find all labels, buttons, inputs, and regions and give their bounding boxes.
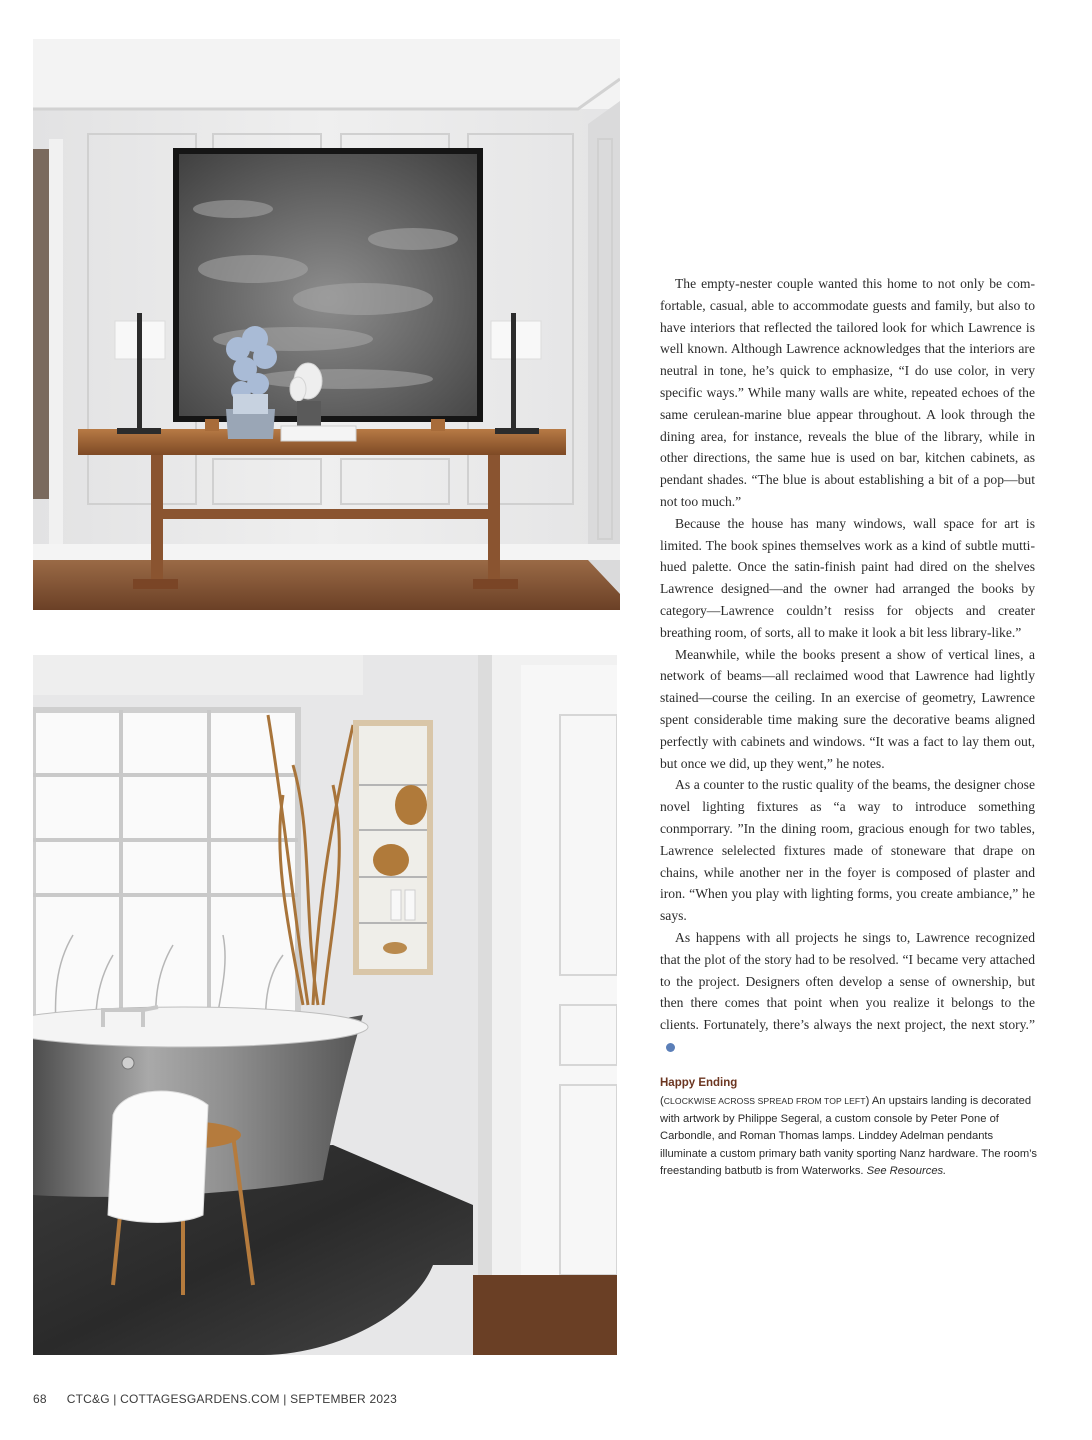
publication-line: CTC&G | COTTAGESGARDENS.COM | SEPTEMBER 2023 (66, 1392, 397, 1406)
landing-photo (33, 39, 620, 610)
article-paragraph-1: The empty-nester couple wanted this home to not only be comfortable, casual, able to accommodate guests and family, but also to have interiors that reflected the tailored look for which Lawrence is well known. Although Lawrence acknowledges that the interiors are neutral in tone, he’s quick to emphasize, “I do use color, in very specific ways.” While many walls are white, repeated echoes of the same cerulean-marine blue appear throughout. A look through the dining area, for instance, reveals the blue of the library, while in other directions, the same hue is used on bar, kitchen cabinets, as pendant shades. “The blue is about establishing a bit of a pop—but not too much.” (660, 276, 1035, 509)
bathroom-illustration (33, 655, 617, 1355)
photo-caption (660, 1076, 1040, 1181)
article-paragraph-2: Because the house has many windows, wall space for art is limited. The book spines themselves work as a kind of subtle mutti-hued palette. Once the satin-finish paint had dired on the shelves Lawrence designed—and the owner had arranged the books by category—Lawrence couldn’t resiss for objects and creater breathing room, of sorts, all to make it look a bit less library-like.” (660, 515, 1035, 640)
caption-title: Happy Ending (660, 1077, 738, 1089)
end-mark-icon (666, 1043, 675, 1052)
caption-credit: See Resources. (866, 1165, 947, 1178)
bathroom-photo (33, 655, 617, 1355)
caption-prefix: ( (660, 1095, 664, 1107)
caption-body: An upstairs landing is decorated with artwork by Philippe Segeral, a custom console by Peter Pone of Carbondle, and Roman Thomas lamps. Linddey Adelman pendants illuminate a custom primary bath vanity sporting Nanz hardware. The room’s freestanding batbutb is from Waterworks. (660, 1095, 1038, 1178)
caption-suffix: ) (865, 1095, 870, 1107)
caption-text (660, 1093, 1040, 1181)
page-number: 68 (33, 1392, 47, 1406)
landing-illustration (33, 39, 620, 610)
article-paragraph-5-text: As happens with all projects he sings to, Lawrence recognized that the plot of the story had to be resolved. “I became very attached to the project. Designers often develop a sense of ownership, but then there comes that point when you realize it belongs to the clients. Fortunately, there’s always the next project, the next story.” (660, 929, 1035, 1033)
page-footer (33, 1392, 397, 1406)
article-body (660, 273, 1035, 1058)
caption-smallcaps: CLOCKWISE ACROSS SPREAD FROM TOP LEFT (663, 1096, 866, 1106)
article-paragraph-3: Meanwhile, while the books present a show of vertical lines, a network of beams—all reclaimed wood that Lawrence had lightly stained—course the ceiling. In an exercise of geometry, Lawrence spent considerable time making sure the decorative beams aligned perfectly with cabinets and windows. “It was a fact to lay them out, but once we did, up they went,” he notes. (660, 646, 1035, 771)
article-paragraph-5 (660, 927, 1035, 1058)
article-paragraph-4: As a counter to the rustic quality of the beams, the designer chose novel lighting fixtures as “a way to introduce something conmporrary. ”In the dining room, gracious enough for two tables, Lawrence selelected fixtures made of stoneware that drape on chains, while another ner in the foyer is composed of plaster and iron. “When you play with lighting forms, you create ambiance,” he says. (660, 777, 1035, 924)
